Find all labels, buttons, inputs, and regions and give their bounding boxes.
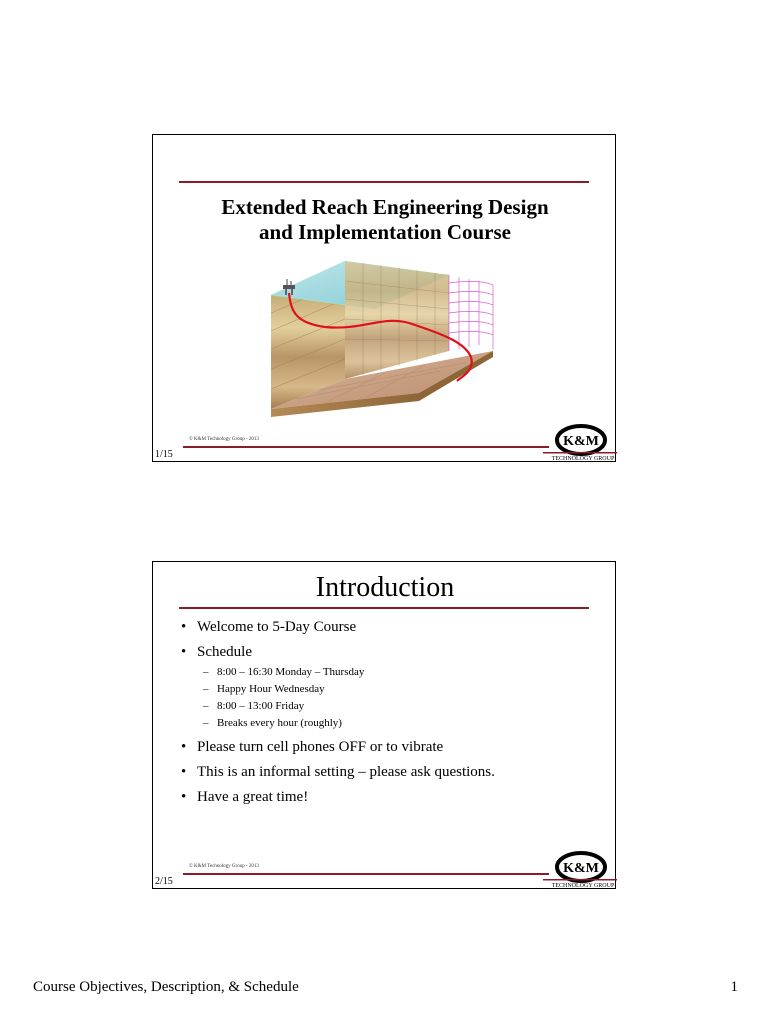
- slide-1: [152, 134, 616, 462]
- sub-bullet-item: – 8:00 – 13:00 Friday: [197, 698, 601, 715]
- slide-page-number: 2/15: [155, 876, 173, 887]
- slide-2: [152, 561, 616, 889]
- svg-text:TECHNOLOGY GROUP: TECHNOLOGY GROUP: [551, 456, 615, 462]
- svg-text:TECHNOLOGY GROUP: TECHNOLOGY GROUP: [551, 883, 615, 889]
- document-page-number: 1: [730, 979, 738, 995]
- bullet-item: • Schedule – 8:00 – 16:30 Monday – Thursday – Happy Hour Wednesday – 8:00 – 13:00 Friday – Breaks every hour (roughly): [181, 643, 601, 732]
- bullet-item: • This is an informal setting – please ask questions.: [181, 763, 601, 782]
- sub-bullet-item: – Breaks every hour (roughly): [197, 715, 601, 732]
- bullet-item: • Please turn cell phones OFF or to vibrate: [181, 738, 601, 757]
- slide-title-line-2: and Implementation Course: [258, 220, 511, 244]
- slide-title: [153, 195, 617, 245]
- svg-text:K&M: K&M: [563, 434, 599, 449]
- document-footer-title: Course Objectives, Description, & Schedule: [33, 979, 299, 995]
- footer-rule: [183, 446, 549, 448]
- svg-text:K&M: K&M: [563, 861, 599, 876]
- slide-page-number: 1/15: [155, 449, 173, 460]
- copyright-text: © K&M Technology Group - 2013: [189, 864, 259, 869]
- title-rule: [179, 607, 589, 609]
- bullet-list: [181, 618, 601, 813]
- footer-rule: [183, 873, 549, 875]
- bullet-item: • Have a great time!: [181, 788, 601, 807]
- slide-title-line-1: Extended Reach Engineering Design: [221, 195, 549, 219]
- well-trajectory-illustration: [265, 253, 505, 425]
- sub-bullet-item: – 8:00 – 16:30 Monday – Thursday: [197, 664, 601, 681]
- title-rule: [179, 181, 589, 183]
- bullet-item: • Welcome to 5-Day Course: [181, 618, 601, 637]
- copyright-text: © K&M Technology Group - 2013: [189, 437, 259, 442]
- km-logo: [543, 851, 617, 889]
- km-logo: [543, 424, 617, 462]
- sub-bullet-item: – Happy Hour Wednesday: [197, 681, 601, 698]
- sub-bullet-list: [197, 664, 601, 732]
- slide-title: Introduction: [315, 572, 455, 603]
